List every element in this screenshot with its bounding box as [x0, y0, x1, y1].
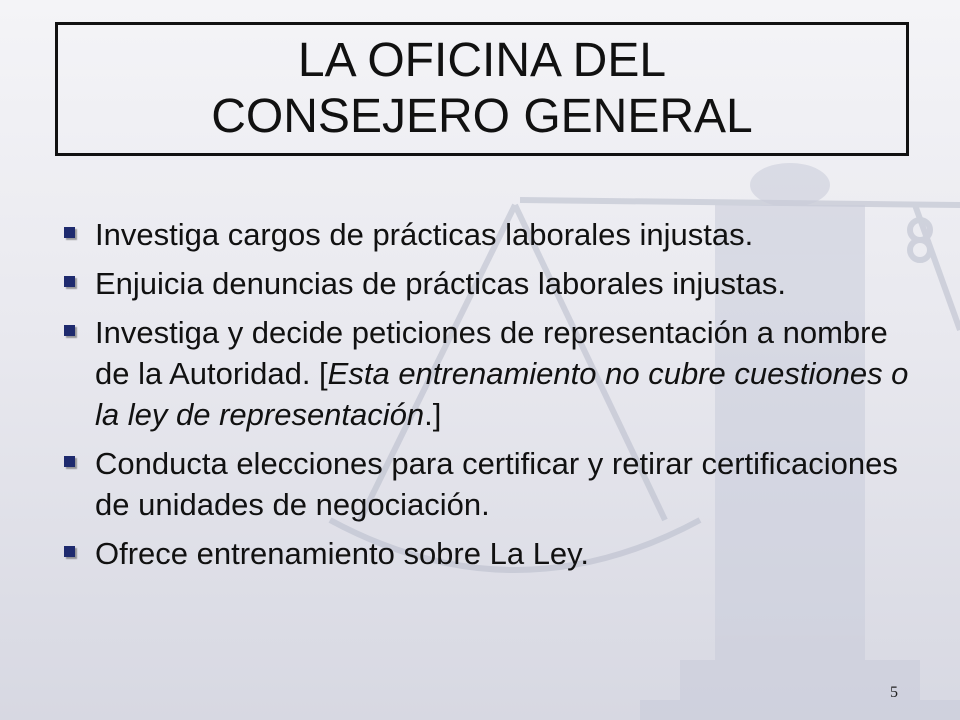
slide-title: [211, 33, 752, 145]
square-bullet-icon: [64, 546, 75, 557]
bullet-list: [60, 214, 920, 582]
bullet-text-pre: Investiga y decide peticiones de representación a nombre de la Autoridad. [: [95, 315, 888, 391]
bullet-item: [60, 263, 920, 304]
title-line-1: LA OFICINA DEL: [297, 34, 667, 87]
bullet-text: Investiga cargos de prácticas laborales injustas.: [95, 217, 754, 252]
bullet-text: Conducta elecciones para certificar y retirar certificaciones de unidades de negociación.: [95, 446, 898, 522]
square-bullet-icon: [64, 456, 75, 467]
title-box: [55, 22, 909, 156]
square-bullet-icon: [64, 276, 75, 287]
bullet-item: [60, 312, 920, 435]
bullet-item: [60, 533, 920, 574]
bullet-item: [60, 214, 920, 255]
bullet-item: [60, 443, 920, 525]
bullet-text-post: .]: [424, 397, 442, 432]
title-line-2: CONSEJERO GENERAL: [211, 90, 753, 143]
slide-number: 5: [890, 684, 898, 701]
bullet-text: Ofrece entrenamiento sobre La Ley.: [95, 536, 589, 571]
bullet-text: Enjuicia denuncias de prácticas laborales injustas.: [95, 266, 787, 301]
bullet-text-italic: Esta entrenamiento no cubre cuestiones o la ley de representación: [95, 356, 909, 432]
square-bullet-icon: [64, 227, 75, 238]
square-bullet-icon: [64, 325, 75, 336]
